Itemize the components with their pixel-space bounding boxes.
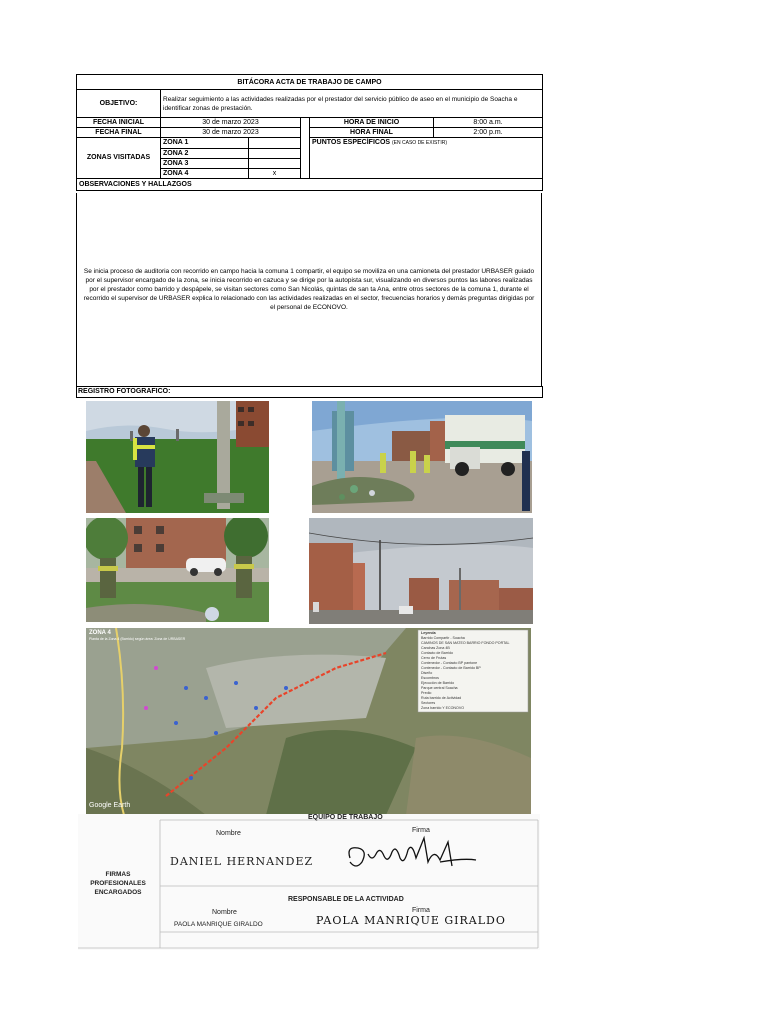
legend-item: Barrido Compartir - Soacha: [421, 636, 465, 640]
field-work-log-table: [76, 74, 543, 191]
zone-name: ZONA 4: [161, 168, 249, 178]
zone-mark: x: [249, 168, 301, 178]
map-legend: [421, 631, 527, 711]
legend-item: Contacto de Barrido: [421, 651, 453, 655]
zone-mark: [249, 138, 301, 149]
team-member-signature: [344, 832, 484, 874]
legend-item: Contenedor - Contacto BP pantone: [421, 661, 478, 665]
signatures-section: [78, 814, 540, 950]
legend-item: Diseño: [421, 671, 433, 675]
start-date-value: 30 de marzo 2023: [161, 118, 301, 128]
objective-text: Realizar seguimiento a las actividades realizadas por el prestador del servicio público de aseo en el municipio de Soacha e identificar zonas de prestación.: [161, 90, 543, 118]
legend-item: CAMINOS DE SAN MATEO BARRIO FONDO PORTAL: [421, 641, 510, 645]
observations-box: [76, 193, 542, 387]
responsible-header: RESPONSABLE DE LA ACTIVIDAD: [288, 896, 404, 903]
legend-item: Escombros: [421, 676, 439, 680]
legend-item: Cerro de Frutas: [421, 656, 447, 660]
field-photo-worker-on-grass: [86, 401, 269, 513]
zone-name: ZONA 2: [161, 148, 249, 158]
responsible-signature-label: Firma: [412, 907, 430, 914]
observations-label: OBSERVACIONES Y HALLAZGOS: [77, 178, 543, 190]
specific-points-label: PUNTOS ESPECÍFICOS: [312, 139, 391, 146]
satellite-map-zone-4: [86, 628, 531, 815]
map-watermark: Google Earth: [89, 802, 131, 809]
map-subtitle: Planta de la Zona 4 (Barrido) según área: Zona de URBASER: [89, 637, 186, 641]
start-time-value: 8:00 a.m.: [434, 118, 543, 128]
field-photo-workers-sweeping: [86, 518, 269, 622]
legend-item: Ruta barrido de Actividad: [421, 696, 462, 700]
specific-points-box: [310, 148, 543, 178]
responsible-name: PAOLA MANRIQUE GIRALDO: [174, 921, 263, 928]
zone-mark: [249, 158, 301, 168]
field-photo-street-buildings: [309, 518, 533, 624]
signatures-side-label: FIRMAS PROFESIONALES ENCARGADOS: [90, 871, 146, 896]
legend-item: Contenedor - Contacto de Barrido BP: [421, 666, 481, 670]
objective-label: OBJETIVO:: [77, 90, 161, 118]
start-date-label: FECHA INICIAL: [77, 118, 161, 128]
field-photo-garbage-truck: [312, 401, 532, 513]
map-zone-label: ZONA 4: [89, 630, 111, 636]
team-member-name: DANIEL HERNANDEZ: [170, 855, 314, 868]
form-title: BITÁCORA ACTA DE TRABAJO DE CAMPO: [77, 75, 543, 90]
map-legend-title: Leyenda: [421, 631, 436, 635]
team-name-label: Nombre: [216, 830, 241, 837]
legend-item: Zona barrido Y ECONOVO: [421, 706, 465, 710]
specific-points-header: [310, 138, 543, 149]
responsible-name-label: Nombre: [212, 909, 237, 916]
legend-item: Predio: [421, 691, 432, 695]
legend-item: Ejecución de Barrido: [421, 681, 455, 685]
legend-item: Canchas Zona 4B: [421, 646, 450, 650]
legend-item: Parque central Soacha: [421, 686, 458, 690]
end-time-value: 2:00 p.m.: [434, 128, 543, 138]
responsible-signature: PAOLA MANRIQUE GIRALDO: [316, 914, 506, 927]
end-date-value: 30 de marzo 2023: [161, 128, 301, 138]
observations-text: Se inicia proceso de auditoria con recorrido en campo hacia la comuna 1 compartir, el equipo se moviliza en una camioneta del prestador URBASER guiado por el supervisor encargado de la zona, se inicia recorrido en cazuca y se dirige por la autopista sur, visualizando en diversos puntos las labores realizadas por el prestador como barrido y despápele, se visitan sectores como San Nicolás, quintas de san ta Ana, entre otros sectores de la comuna 1, durante el recorrido el supervisor de URBASER explica lo relacionado con las actividades realizadas en el sector, frecuencias horarios y demás preguntas dirigidas por el personal de ECONOVO.: [83, 268, 535, 311]
team-header: EQUIPO DE TRABAJO: [308, 814, 383, 821]
zone-mark: [249, 148, 301, 158]
end-time-label: HORA FINAL: [310, 128, 434, 138]
start-time-label: HORA DE INICIO: [310, 118, 434, 128]
zones-label: ZONAS VISITADAS: [77, 138, 161, 179]
specific-points-note: (EN CASO DE EXISTIR): [392, 140, 448, 146]
team-signature-label: Firma: [412, 827, 430, 834]
end-date-label: FECHA FINAL: [77, 128, 161, 138]
photo-register-label: REGISTRO FOTOGRAFICO:: [76, 386, 543, 398]
zone-name: ZONA 3: [161, 158, 249, 168]
legend-item: Sectores: [421, 701, 436, 705]
zone-name: ZONA 1: [161, 138, 249, 149]
